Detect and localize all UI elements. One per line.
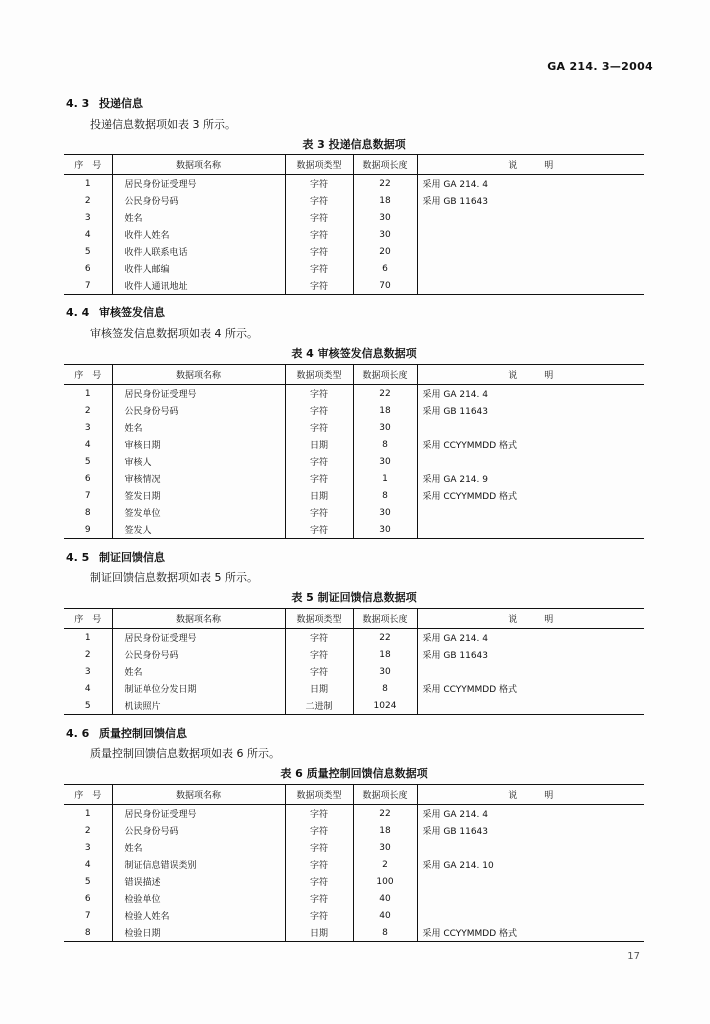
item-name: 公民身份号码	[112, 402, 285, 419]
column-header: 数据项长度	[353, 609, 417, 629]
data-table-5	[64, 608, 644, 715]
item-length: 22	[353, 385, 417, 403]
table-row	[64, 192, 644, 209]
item-note: 采用 GA 214. 4	[417, 805, 644, 823]
item-note: 采用 CCYYMMDD 格式	[417, 436, 644, 453]
item-type: 字符	[285, 504, 353, 521]
item-type: 字符	[285, 646, 353, 663]
item-type: 字符	[285, 453, 353, 470]
row-number: 7	[84, 490, 91, 501]
item-name: 制证信息错误类别	[112, 856, 285, 873]
row-number: 4	[84, 683, 91, 694]
item-note: 采用 GB 11643	[417, 192, 644, 209]
page-number: 17	[627, 951, 640, 962]
standard-code: GA 214. 3—2004	[547, 60, 653, 73]
column-header: 数据项类型	[285, 155, 353, 175]
row-number: 1	[84, 808, 91, 819]
item-note	[417, 243, 644, 260]
item-type: 字符	[285, 805, 353, 823]
item-name: 检验单位	[112, 890, 285, 907]
table-row	[64, 890, 644, 907]
item-type: 字符	[285, 419, 353, 436]
table-row	[64, 260, 644, 277]
item-note	[417, 907, 644, 924]
table-row	[64, 856, 644, 873]
item-name: 检验人姓名	[112, 907, 285, 924]
item-note	[417, 890, 644, 907]
item-note: 采用 CCYYMMDD 格式	[417, 487, 644, 504]
item-length: 8	[353, 924, 417, 942]
item-type: 字符	[285, 890, 353, 907]
item-length: 18	[353, 402, 417, 419]
row-number: 3	[84, 422, 91, 433]
item-note	[417, 873, 644, 890]
row-number: 4	[84, 229, 91, 240]
table-row	[64, 209, 644, 226]
row-number: 4	[84, 439, 91, 450]
row-number: 2	[84, 405, 91, 416]
table-row	[64, 402, 644, 419]
column-header: 数据项名称	[112, 155, 285, 175]
item-note	[417, 277, 644, 295]
row-number: 8	[84, 927, 91, 938]
table-row	[64, 453, 644, 470]
item-name: 签发单位	[112, 504, 285, 521]
column-header: 数据项类型	[285, 785, 353, 805]
item-type: 字符	[285, 629, 353, 647]
row-number: 3	[84, 842, 91, 853]
item-note	[417, 697, 644, 715]
row-number: 1	[84, 178, 91, 189]
section-number: 4. 3	[66, 97, 90, 110]
item-type: 日期	[285, 924, 353, 942]
section-number: 4. 5	[66, 551, 90, 564]
item-type: 字符	[285, 226, 353, 243]
row-number: 7	[84, 910, 91, 921]
item-name: 审核情况	[112, 470, 285, 487]
table-row	[64, 243, 644, 260]
table-header-row	[64, 365, 644, 385]
data-table-4	[64, 364, 644, 539]
table-row	[64, 646, 644, 663]
section-heading	[66, 549, 165, 565]
row-number: 5	[84, 456, 91, 467]
section-intro: 投递信息数据项如表 3 所示。	[90, 118, 236, 131]
item-note	[417, 839, 644, 856]
table-row	[64, 663, 644, 680]
table-row	[64, 680, 644, 697]
item-name: 居民身份证受理号	[112, 805, 285, 823]
table-caption: 表 5 制证回馈信息数据项	[291, 591, 417, 604]
row-number: 5	[84, 700, 91, 711]
item-note: 采用 CCYYMMDD 格式	[417, 680, 644, 697]
item-length: 30	[353, 419, 417, 436]
item-type: 字符	[285, 663, 353, 680]
item-type: 字符	[285, 192, 353, 209]
item-length: 40	[353, 907, 417, 924]
row-number: 2	[84, 825, 91, 836]
section-title: 审核签发信息	[99, 306, 165, 319]
item-note	[417, 663, 644, 680]
item-note: 采用 CCYYMMDD 格式	[417, 924, 644, 942]
row-number: 7	[84, 280, 91, 291]
item-note	[417, 504, 644, 521]
section-intro: 制证回馈信息数据项如表 5 所示。	[90, 571, 258, 584]
item-type: 字符	[285, 470, 353, 487]
section-title: 制证回馈信息	[99, 551, 165, 564]
row-number: 9	[84, 524, 91, 535]
table-row	[64, 504, 644, 521]
item-type: 字符	[285, 873, 353, 890]
row-number: 3	[84, 666, 91, 677]
item-length: 30	[353, 521, 417, 539]
item-type: 字符	[285, 175, 353, 193]
item-length: 70	[353, 277, 417, 295]
table-row	[64, 470, 644, 487]
item-length: 20	[353, 243, 417, 260]
table-row	[64, 839, 644, 856]
data-table-6	[64, 784, 644, 942]
item-note: 采用 GA 214. 4	[417, 629, 644, 647]
row-number: 5	[84, 876, 91, 887]
item-name: 姓名	[112, 663, 285, 680]
item-name: 收件人姓名	[112, 226, 285, 243]
item-length: 8	[353, 680, 417, 697]
item-note	[417, 419, 644, 436]
row-number: 2	[84, 195, 91, 206]
row-number: 5	[84, 246, 91, 257]
item-name: 签发人	[112, 521, 285, 539]
column-header: 数据项类型	[285, 365, 353, 385]
row-number: 1	[84, 632, 91, 643]
item-name: 收件人通讯地址	[112, 277, 285, 295]
item-note: 采用 GB 11643	[417, 822, 644, 839]
item-note: 采用 GB 11643	[417, 402, 644, 419]
section-number: 4. 4	[66, 306, 90, 319]
item-length: 18	[353, 822, 417, 839]
item-length: 18	[353, 646, 417, 663]
item-length: 8	[353, 487, 417, 504]
item-note: 采用 GA 214. 4	[417, 175, 644, 193]
row-number: 3	[84, 212, 91, 223]
column-header: 序 号	[64, 365, 112, 385]
table-row	[64, 419, 644, 436]
item-note	[417, 521, 644, 539]
column-header: 数据项长度	[353, 365, 417, 385]
table-row	[64, 805, 644, 823]
item-note	[417, 209, 644, 226]
table-row	[64, 436, 644, 453]
item-type: 字符	[285, 402, 353, 419]
item-type: 日期	[285, 487, 353, 504]
column-header: 数据项长度	[353, 155, 417, 175]
table-row	[64, 487, 644, 504]
item-length: 1024	[353, 697, 417, 715]
item-type: 二进制	[285, 697, 353, 715]
item-type: 字符	[285, 277, 353, 295]
item-name: 居民身份证受理号	[112, 175, 285, 193]
item-length: 30	[353, 663, 417, 680]
column-header: 说 明	[417, 609, 644, 629]
item-note	[417, 453, 644, 470]
item-length: 30	[353, 226, 417, 243]
table-caption: 表 3 投递信息数据项	[302, 138, 406, 151]
table-row	[64, 873, 644, 890]
item-name: 公民身份号码	[112, 646, 285, 663]
item-type: 日期	[285, 436, 353, 453]
table-caption: 表 4 审核签发信息数据项	[291, 347, 417, 360]
item-type: 字符	[285, 856, 353, 873]
item-name: 制证单位分发日期	[112, 680, 285, 697]
table-row	[64, 697, 644, 715]
item-name: 机读照片	[112, 697, 285, 715]
table-header-row	[64, 155, 644, 175]
item-note	[417, 226, 644, 243]
table-row	[64, 277, 644, 295]
section-intro: 质量控制回馈信息数据项如表 6 所示。	[90, 747, 280, 760]
item-name: 审核日期	[112, 436, 285, 453]
column-header: 数据项类型	[285, 609, 353, 629]
item-length: 6	[353, 260, 417, 277]
row-number: 4	[84, 859, 91, 870]
item-type: 字符	[285, 260, 353, 277]
column-header: 序 号	[64, 609, 112, 629]
table-header-row	[64, 785, 644, 805]
item-name: 姓名	[112, 419, 285, 436]
section-intro: 审核签发信息数据项如表 4 所示。	[90, 327, 258, 340]
row-number: 6	[84, 263, 91, 274]
column-header: 数据项名称	[112, 609, 285, 629]
item-type: 字符	[285, 839, 353, 856]
item-length: 30	[353, 839, 417, 856]
column-header: 序 号	[64, 155, 112, 175]
item-length: 2	[353, 856, 417, 873]
row-number: 2	[84, 649, 91, 660]
item-type: 日期	[285, 680, 353, 697]
table-row	[64, 521, 644, 539]
item-name: 收件人联系电话	[112, 243, 285, 260]
section-number: 4. 6	[66, 727, 90, 740]
section-title: 质量控制回馈信息	[99, 727, 187, 740]
item-type: 字符	[285, 822, 353, 839]
item-length: 22	[353, 175, 417, 193]
item-name: 姓名	[112, 209, 285, 226]
item-length: 30	[353, 453, 417, 470]
item-name: 居民身份证受理号	[112, 629, 285, 647]
item-note: 采用 GB 11643	[417, 646, 644, 663]
item-name: 审核人	[112, 453, 285, 470]
row-number: 8	[84, 507, 91, 518]
item-note: 采用 GA 214. 4	[417, 385, 644, 403]
table-row	[64, 822, 644, 839]
table-row	[64, 226, 644, 243]
row-number: 6	[84, 473, 91, 484]
item-name: 检验日期	[112, 924, 285, 942]
section-heading	[66, 95, 143, 111]
column-header: 数据项名称	[112, 785, 285, 805]
table-header-row	[64, 609, 644, 629]
column-header: 数据项长度	[353, 785, 417, 805]
table-caption: 表 6 质量控制回馈信息数据项	[280, 767, 428, 780]
item-length: 100	[353, 873, 417, 890]
item-note	[417, 260, 644, 277]
column-header: 说 明	[417, 365, 644, 385]
item-name: 收件人邮编	[112, 260, 285, 277]
data-table-3	[64, 154, 644, 295]
item-length: 1	[353, 470, 417, 487]
column-header: 数据项名称	[112, 365, 285, 385]
item-note: 采用 GA 214. 9	[417, 470, 644, 487]
item-name: 居民身份证受理号	[112, 385, 285, 403]
item-note: 采用 GA 214. 10	[417, 856, 644, 873]
item-name: 错误描述	[112, 873, 285, 890]
item-length: 22	[353, 805, 417, 823]
item-name: 公民身份号码	[112, 822, 285, 839]
table-row	[64, 907, 644, 924]
item-length: 30	[353, 209, 417, 226]
item-length: 8	[353, 436, 417, 453]
item-length: 22	[353, 629, 417, 647]
item-name: 姓名	[112, 839, 285, 856]
section-title: 投递信息	[99, 97, 143, 110]
table-row	[64, 385, 644, 403]
column-header: 说 明	[417, 785, 644, 805]
item-length: 40	[353, 890, 417, 907]
table-row	[64, 175, 644, 193]
item-length: 30	[353, 504, 417, 521]
item-type: 字符	[285, 521, 353, 539]
section-heading	[66, 304, 165, 320]
table-row	[64, 924, 644, 942]
item-type: 字符	[285, 907, 353, 924]
column-header: 序 号	[64, 785, 112, 805]
item-name: 签发日期	[112, 487, 285, 504]
item-type: 字符	[285, 243, 353, 260]
item-length: 18	[353, 192, 417, 209]
item-type: 字符	[285, 385, 353, 403]
column-header: 说 明	[417, 155, 644, 175]
table-row	[64, 629, 644, 647]
item-name: 公民身份号码	[112, 192, 285, 209]
item-type: 字符	[285, 209, 353, 226]
row-number: 6	[84, 893, 91, 904]
row-number: 1	[84, 388, 91, 399]
section-heading	[66, 725, 187, 741]
